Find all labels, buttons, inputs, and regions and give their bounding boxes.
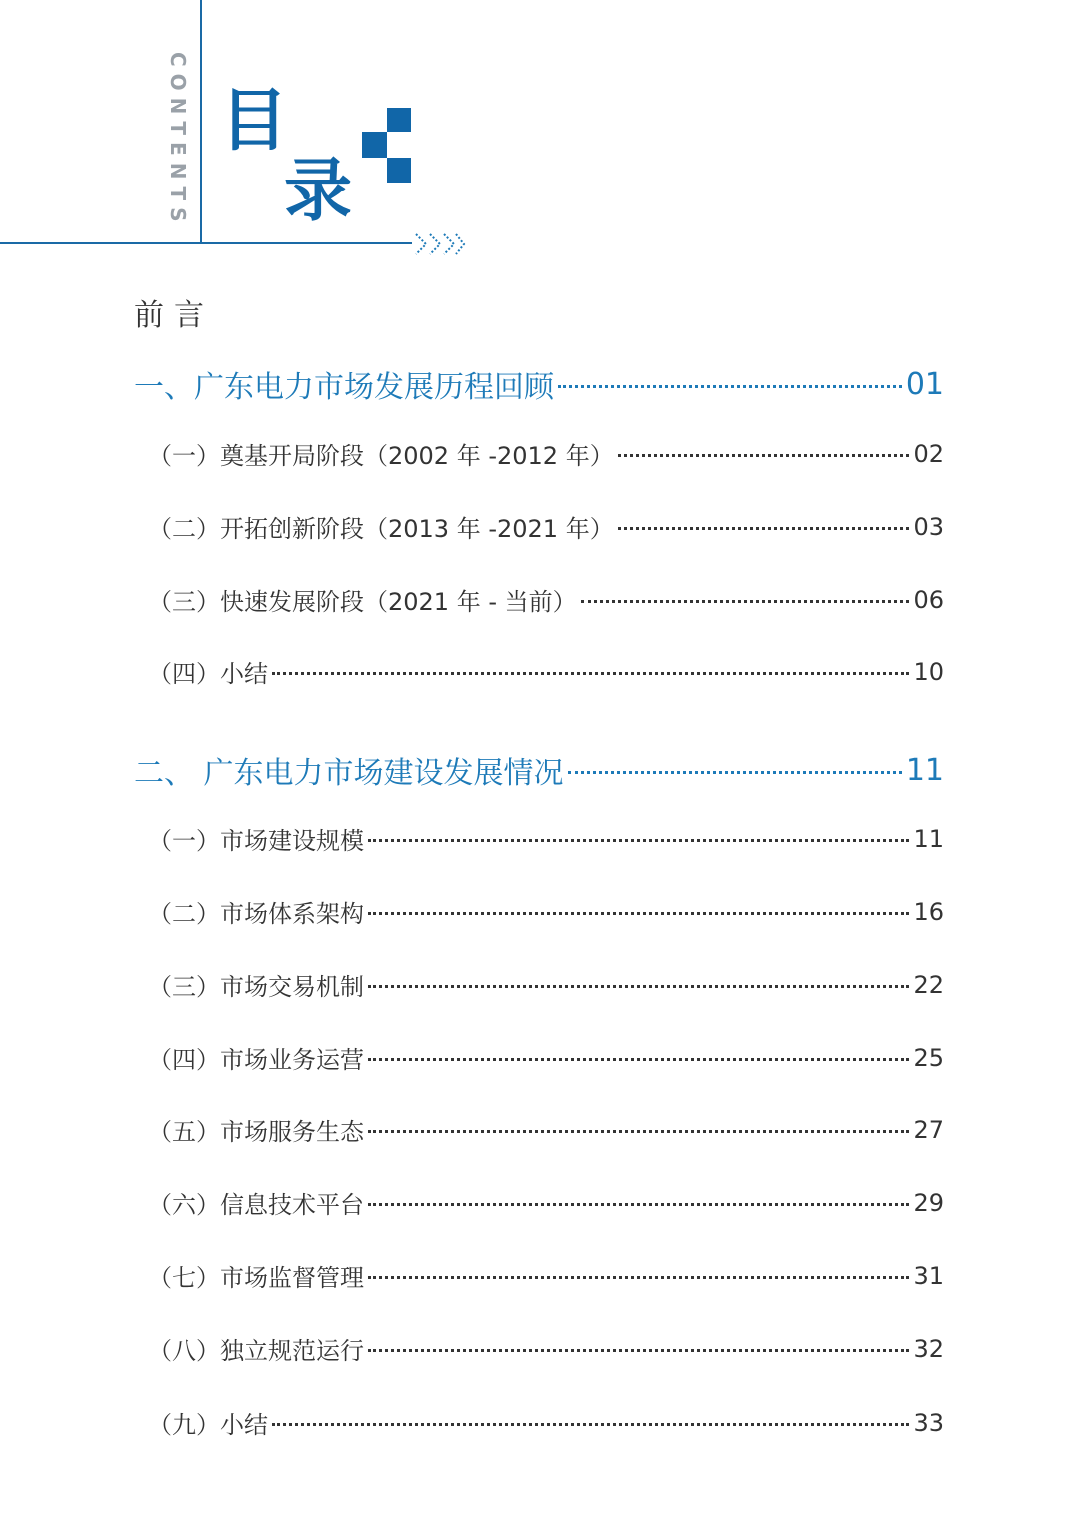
leader-dots [368, 1276, 909, 1279]
toc-item[interactable] [148, 1331, 944, 1366]
leader-dots [558, 385, 902, 388]
leader-dots [368, 985, 909, 988]
toc-item[interactable] [148, 1258, 944, 1293]
preface-entry[interactable] [134, 290, 214, 334]
toc-item[interactable] [148, 654, 944, 689]
toc-item-label: （三）市场交易机制 [148, 973, 364, 1001]
toc-page-number: 33 [913, 1408, 944, 1437]
toc-item-label: （七）市场监督管理 [148, 1264, 364, 1292]
toc-item[interactable] [148, 821, 944, 856]
leader-dots [368, 839, 909, 842]
leader-dots [368, 1349, 909, 1352]
toc-item[interactable] [148, 582, 944, 617]
toc-item-label: （四）市场业务运营 [148, 1046, 364, 1074]
toc-section-2[interactable] [134, 748, 944, 792]
toc-page-number: 10 [913, 657, 944, 686]
toc-item[interactable] [148, 509, 944, 544]
toc-section-1[interactable] [134, 362, 944, 406]
leader-dots [618, 527, 910, 530]
toc-page-number: 16 [913, 897, 944, 926]
leader-dots [272, 672, 909, 675]
preface-label: 前言 [134, 298, 214, 333]
toc-page-number: 25 [913, 1043, 944, 1072]
toc-page-number: 03 [913, 512, 944, 541]
toc-page-number: 27 [913, 1115, 944, 1144]
toc-page-number: 02 [913, 439, 944, 468]
toc-item-label: （一）市场建设规模 [148, 827, 364, 855]
toc-item-label: （八）独立规范运行 [148, 1337, 364, 1365]
toc-item[interactable] [148, 1112, 944, 1147]
toc-item[interactable] [148, 1185, 944, 1220]
toc-page-number: 11 [905, 752, 944, 788]
leader-dots [581, 600, 910, 603]
toc-page-number: 22 [913, 970, 944, 999]
toc-item[interactable] [148, 967, 944, 1002]
leader-dots [368, 1130, 909, 1133]
toc-section-title: 一、广东电力市场发展历程回顾 [134, 370, 554, 405]
toc-item[interactable] [148, 1405, 944, 1440]
toc-page-number: 31 [913, 1261, 944, 1290]
toc-section-title: 二、 广东电力市场建设发展情况 [134, 756, 564, 791]
leader-dots [568, 771, 902, 774]
header-horizontal-rule [0, 242, 412, 244]
toc-item[interactable] [148, 894, 944, 929]
title-char-1: 目 [220, 82, 289, 161]
toc-item-label: （九）小结 [148, 1411, 268, 1439]
contents-label: CONTENTS [166, 52, 190, 229]
leader-dots [368, 1058, 909, 1061]
header-vertical-rule [200, 0, 202, 244]
toc-item-label: （三）快速发展阶段（2021 年 - 当前） [148, 588, 577, 616]
toc-item-label: （五）市场服务生态 [148, 1118, 364, 1146]
leader-dots [368, 1203, 909, 1206]
toc-item[interactable] [148, 1040, 944, 1075]
toc-page-number: 06 [913, 585, 944, 614]
title-char-2: 录 [284, 152, 353, 231]
leader-dots [618, 454, 910, 457]
toc-item-label: （四）小结 [148, 660, 268, 688]
toc-page-number: 11 [913, 824, 944, 853]
toc-item-label: （一）奠基开局阶段（2002 年 -2012 年） [148, 442, 614, 470]
leader-dots [272, 1423, 909, 1426]
leader-dots [368, 912, 909, 915]
chevron-triple-right-icon [412, 232, 468, 256]
toc-item-label: （二）市场体系架构 [148, 900, 364, 928]
toc-page-number: 01 [905, 366, 944, 402]
toc-page-number: 32 [913, 1334, 944, 1363]
toc-page-number: 29 [913, 1188, 944, 1217]
toc-item-label: （二）开拓创新阶段（2013 年 -2021 年） [148, 515, 614, 543]
toc-item-label: （六）信息技术平台 [148, 1191, 364, 1219]
toc-item[interactable] [148, 436, 944, 471]
